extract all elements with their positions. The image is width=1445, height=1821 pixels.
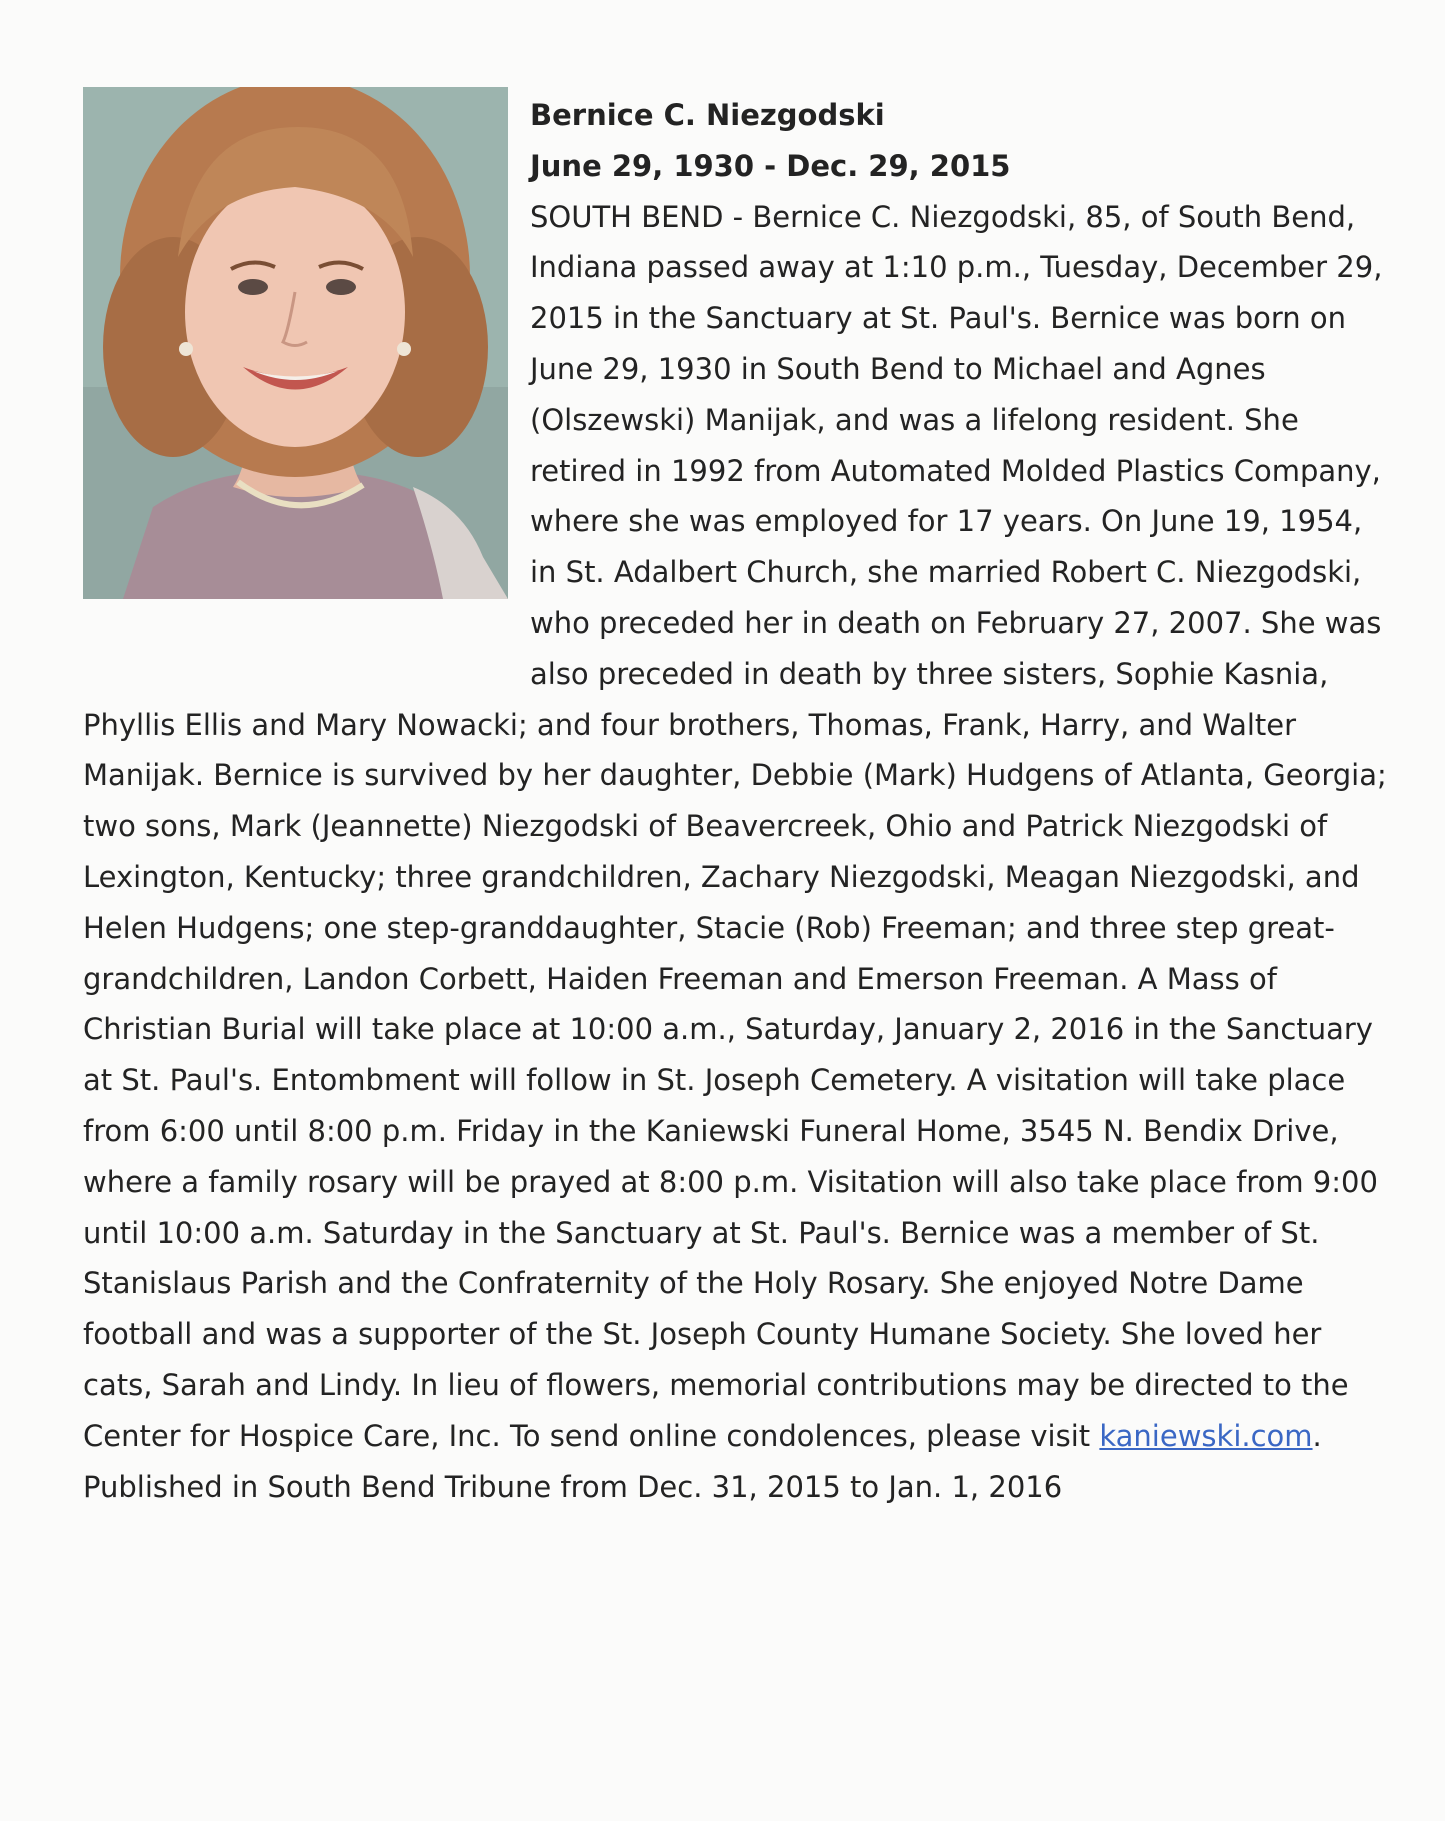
obituary-body: SOUTH BEND - Bernice C. Niezgodski, 85, of South Bend, Indiana passed away at 1:10 p.m., Tuesday, December 29, 2015 in the Sanctuary at St. Paul's. Bernice was born on June 29, 1930 in South Bend to Michael and Agnes (Olszewski) Manijak, and was a lifelong resident. She retired in 1992 from Automated Molded Plastics Company, where she was employed for 17 years. On June 19, 1954, in St. Adalbert Church, she married Robert C. Niezgodski, who preceded her in death on February 27, 2007. She was also preceded in death by three sisters, Sophie Kasnia, Phyllis Ellis and Mary Nowacki; and four brothers, Thomas, Frank, Harry, and Walter Manijak. Bernice is survived by her daughter, Debbie (Mark) Hudgens of Atlanta, Georgia; two sons, Mark (Jeannette) Niezgodski of Beavercreek, Ohio and Patrick Niezgodski of Lexington, Kentucky; three grandchildren, Zachary Niezgodski, Meagan Niezgodski, and Helen Hudgens; one step-granddaughter, Stacie (Rob) Freeman; and three step great-grandchildren, Landon Corbett, Haiden Freeman and Emerson Freeman. A Mass of Christian Burial will take place at 10:00 a.m., Saturday, January 2, 2016 in the Sanctuary at St. Paul's. Entombment will follow in St. Joseph Cemetery. A visitation will take place from 6:00 until 8:00 p.m. Friday in the Kaniewski Funeral Home, 3545 N. Bendix Drive, where a family rosary will be prayed at 8:00 p.m. Visitation will also take place from 9:00 until 10:00 a.m. Saturday in the Sanctuary at St. Paul's. Bernice was a member of St. Stanislaus Parish and the Confraternity of the Holy Rosary. She enjoyed Notre Dame football and was a supporter of the St. Joseph County Humane Society. She loved her cats, Sarah and Lindy. In lieu of flowers, memorial contributions may be directed to the Center for Hospice Care, Inc. To send online condolences, please visit bbox=[83, 199, 1387, 1453]
obituary-dates: June 29, 1930 - Dec. 29, 2015 bbox=[530, 148, 1011, 183]
obituary-body-end: . Published in South Bend Tribune from Dec. 31, 2015 to Jan. 1, 2016 bbox=[83, 1418, 1322, 1504]
photo-spacer bbox=[83, 90, 530, 658]
obituary-name: Bernice C. Niezgodski bbox=[530, 98, 885, 132]
obituary-article bbox=[83, 90, 1393, 1512]
website-link[interactable]: kaniewski.com bbox=[1099, 1418, 1313, 1453]
